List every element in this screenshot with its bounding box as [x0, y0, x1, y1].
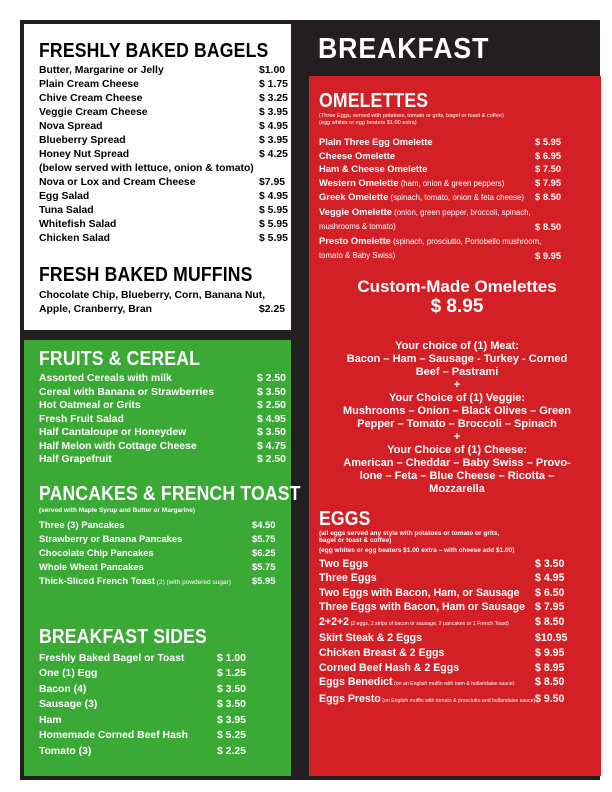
menu-item-name: Tomato (3): [39, 745, 92, 757]
menu-item: [319, 205, 595, 234]
omelettes-list: [319, 135, 595, 263]
choice-line: Pepper – Tomato – Broccoli – Spinach: [357, 417, 557, 430]
menu-item-price: $ 3.50: [257, 386, 286, 398]
menu-item-name: Half Melon with Cottage Cheese: [39, 440, 197, 452]
green-panel: [24, 340, 301, 776]
menu-item: [319, 600, 595, 615]
menu-item-price: $ 5.95: [259, 205, 288, 216]
menu-item-detail: (onion, green pepper, broccoli, spinach,: [391, 207, 531, 217]
menu-item-name: Veggie Cream Cheese: [39, 107, 148, 118]
menu-item-price: $5.75: [252, 560, 276, 572]
menu-item: [39, 532, 291, 546]
eggs-note: (all eggs served any style with potatoes or tomato or grits,: [319, 529, 500, 537]
menu-item-name: One (1) Egg: [39, 668, 98, 679]
menu-item-price: $5.95: [252, 574, 276, 586]
menu-item-name: Chocolate Chip Pancakes: [39, 546, 154, 558]
sides-title: BREAKFAST SIDES: [39, 625, 207, 648]
menu-item-price: $ 1.25: [217, 668, 246, 679]
menu-item: [319, 586, 595, 601]
menu-item-detail: (spinach, tomato, onion & feta cheese): [388, 193, 524, 202]
menu-item: [39, 453, 291, 467]
menu-item-name: Hot Oatmeal or Grits: [39, 400, 141, 411]
menu-item: [319, 615, 595, 632]
choice-line: +: [453, 430, 461, 443]
menu-item-detail: (2) (with powdered sugar): [155, 578, 231, 586]
menu-item: [39, 64, 291, 78]
menu-item: [319, 234, 595, 263]
menu-item: [319, 149, 595, 163]
choice-line: +: [453, 378, 461, 391]
bagels-list: [39, 64, 291, 246]
choice-line: Your choice of (1) Meat:: [395, 339, 519, 352]
bagels-panel: [24, 24, 291, 330]
choice-line: Bacon – Ham – Sausage - Turkey - Corned: [346, 352, 568, 365]
menu-item-name: Ham: [39, 714, 62, 726]
menu-item-name: Homemade Corned Beef Hash: [39, 730, 188, 741]
menu-item: [39, 413, 291, 427]
menu-item-price: $ 8.50: [535, 676, 565, 689]
menu-item-price: $ 2.50: [257, 454, 286, 465]
custom-omelettes-price: $ 8.95: [430, 295, 484, 317]
omelette-choices: [319, 340, 595, 496]
menu-item: [39, 92, 291, 106]
menu-item: [319, 675, 595, 692]
menu-item-price: $ 4.95: [257, 413, 286, 425]
menu-item-price: $7.95: [259, 177, 286, 188]
menu-item-price: $ 9.95: [535, 647, 565, 660]
muffins-price: $2.25: [259, 304, 286, 315]
menu-item: [319, 162, 595, 176]
menu-item: [39, 106, 291, 120]
omelettes-note: (egg whites or egg beaters $1.00 extra): [319, 120, 417, 126]
menu-item-price: $ 7.95: [535, 176, 562, 188]
menu-item-price: $ 9.50: [535, 692, 565, 705]
menu-item-price: $1.00: [259, 65, 286, 76]
menu-item-name: Three Eggs: [319, 572, 377, 585]
menu-item-name: Butter, Margarine or Jelly: [39, 65, 164, 76]
menu-item: [39, 426, 291, 440]
menu-item-price: $ 8.50: [535, 221, 562, 232]
menu-item-detail: tomato & Baby Swiss): [319, 251, 396, 260]
menu-item-detail: (on English muffin with tomato & prosciutto and hollandaise sauce): [380, 697, 536, 704]
menu-item: [319, 571, 595, 586]
menu-item-price: $ 8.50: [535, 615, 565, 628]
menu-item-price: $ 5.95: [259, 233, 288, 244]
page-title: BREAKFAST: [318, 33, 490, 65]
menu-item-name: Three (3) Pancakes: [39, 518, 125, 530]
menu-item-price: $ 4.95: [259, 121, 288, 132]
menu-item: [319, 631, 595, 646]
menu-item: [39, 697, 291, 713]
menu-item-price: $ 5.95: [259, 219, 288, 230]
menu-item-name: Greek Omelette: [319, 191, 389, 202]
menu-item-price: $ 3.50: [217, 683, 246, 695]
menu-item-name: Assorted Cereals with milk: [39, 373, 172, 384]
menu-item: [39, 574, 291, 590]
menu-item-name: Cereal with Banana or Strawberries: [39, 386, 214, 398]
menu-item: [39, 232, 291, 246]
fruits-title: FRUITS & CEREAL: [39, 348, 201, 370]
menu-item-name: Two Eggs with Bacon, Ham, or Sausage: [319, 586, 520, 599]
menu-item-name: Chive Cream Cheese: [39, 93, 143, 104]
menu-item-price: $ 3.95: [259, 135, 288, 146]
menu-item-price: $ 4.95: [535, 572, 565, 585]
menu-item-name: Sausage (3): [39, 699, 98, 710]
menu-item-name: Strawberry or Banana Pancakes: [39, 532, 183, 544]
menu-item-name: Ham & Cheese Omelette: [319, 163, 428, 174]
menu-item-price: $ 3.50: [217, 699, 246, 710]
menu-item: [39, 218, 291, 232]
menu-item: [39, 176, 291, 190]
menu-item: [39, 134, 291, 148]
red-panel: [309, 76, 601, 776]
choice-line: lone – Feta – Blue Cheese – Ricotta –: [359, 469, 555, 482]
menu-item-price: $4.50: [252, 518, 276, 530]
menu-item: [319, 646, 595, 661]
menu-item: [39, 204, 291, 218]
menu-item-name: Cheese Omelette: [319, 149, 396, 161]
menu-item: [39, 666, 291, 682]
menu-item: [39, 440, 291, 454]
omelettes-note: (Three Eggs, served with potatoes, tomato or grits, bagel or toast & coffee): [319, 113, 504, 119]
eggs-list: [319, 557, 595, 709]
menu-item-name: Whole Wheat Pancakes: [39, 560, 144, 572]
menu-item-name: Tuna Salad: [39, 205, 94, 216]
menu-item-price: $ 1.75: [259, 79, 288, 90]
muffins-line: Chocolate Chip, Blueberry, Corn, Banana Nut,: [39, 290, 266, 301]
menu-item-price: $ 6.50: [535, 586, 565, 599]
menu-item: [39, 651, 291, 667]
menu-item-name: Chicken Breast & 2 Eggs: [319, 647, 445, 660]
choice-line: American – Cheddar – Baby Swiss – Provo-: [343, 456, 571, 469]
menu-item-detail: (on an English muffin with ham & hollandaise sauce): [392, 681, 515, 688]
menu-item-price: $10.95: [535, 632, 568, 645]
menu-item-name: Skirt Steak & 2 Eggs: [319, 632, 423, 645]
menu-item-name: Fresh Fruit Salad: [39, 413, 124, 425]
menu-item: [39, 120, 291, 134]
menu-item-name: Half Grapefruit: [39, 454, 112, 465]
menu-item-price: $ 6.95: [535, 149, 562, 161]
menu-item-price: $ 4.95: [259, 191, 288, 202]
menu-item-detail: (2 eggs, 2 strips of bacon or sausage, 2 pancakes or 1 French Toast): [349, 620, 509, 627]
menu-item-price: $ 2.50: [257, 373, 286, 384]
bagels-title: FRESHLY BAKED BAGELS: [39, 40, 269, 62]
menu-item-name: Plain Cream Cheese: [39, 79, 139, 90]
menu-item-name: Three Eggs with Bacon, Ham or Sausage: [319, 601, 526, 614]
menu-item-price: $ 4.25: [259, 149, 288, 160]
menu-item: [39, 682, 291, 698]
menu-item: [39, 546, 291, 560]
menu-item-name: Nova or Lox and Cream Cheese: [39, 177, 196, 188]
menu-item-name: Western Omelette: [319, 176, 399, 188]
menu-item-name: Honey Nut Spread: [39, 149, 130, 160]
menu-item: [39, 713, 291, 729]
muffins-title: FRESH BAKED MUFFINS: [39, 264, 253, 286]
menu-item-price: $ 3.95: [217, 714, 246, 726]
menu-item-name: 2+2+2: [319, 615, 350, 628]
choice-line: Mozzarella: [429, 482, 485, 495]
menu-item: [39, 190, 291, 204]
menu-item-name: Veggie Omelette: [319, 205, 392, 217]
menu-item-detail: (ham, onion & green peppers): [398, 178, 505, 188]
menu-item-name: Nova Spread: [39, 121, 103, 132]
menu-item: [319, 135, 595, 149]
menu-item-price: $ 5.95: [535, 136, 562, 147]
menu-item-name: Blueberry Spread: [39, 135, 126, 146]
menu-item-price: $ 7.50: [535, 163, 562, 174]
menu-item-name: Freshly Baked Bagel or Toast: [39, 652, 185, 664]
menu-item-detail: mushrooms & tomato): [319, 222, 396, 231]
custom-omelettes-title: Custom-Made Omelettes: [357, 276, 557, 296]
menu-item-name: Plain Three Egg Omelette: [319, 136, 433, 147]
pancakes-list: [39, 518, 291, 590]
menu-item-price: $ 8.95: [535, 661, 565, 674]
pancakes-title: PANCAKES & FRENCH TOAST: [39, 482, 301, 505]
menu-item-name: Chicken Salad: [39, 233, 111, 244]
menu-item: [319, 692, 595, 709]
menu-item: [39, 560, 291, 574]
menu-item: [39, 386, 291, 400]
menu-item-name: Presto Omelette: [319, 234, 391, 246]
menu-item: [39, 148, 291, 162]
menu-item-detail: (spinach, prosciutto, Portobello mushroom,: [390, 236, 542, 246]
sides-list: [39, 651, 291, 760]
choice-line: Your Choice of (1) Cheese:: [387, 443, 527, 456]
menu-item: [39, 518, 291, 532]
menu-item-name: Bacon (4): [39, 683, 87, 695]
menu-item-price: $ 3.25: [259, 93, 288, 104]
menu-item-name: Half Cantaloupe or Honeydew: [39, 427, 187, 438]
menu-item-name: Thick-Sliced French Toast: [39, 574, 155, 586]
menu-item-name: Eggs Benedict: [319, 676, 393, 689]
menu-item-price: $ 4.75: [257, 440, 286, 452]
menu-item-price: $ 3.50: [535, 557, 565, 570]
menu-item-name: (below served with lettuce, onion & tomato): [39, 163, 254, 174]
menu-item-price: $ 9.95: [535, 250, 562, 261]
menu-item-price: $ 8.50: [535, 191, 562, 202]
menu-item-price: $ 7.95: [535, 601, 565, 614]
menu-item: [319, 557, 595, 572]
eggs-title: EGGS: [319, 507, 371, 530]
choice-line: Your Choice of (1) Veggie:: [388, 391, 526, 404]
eggs-note: (egg whites or egg beaters $1.00 extra – with cheese add $1.00): [319, 546, 515, 554]
menu-item-price: $ 1.00: [217, 652, 246, 664]
menu-item: [39, 372, 291, 386]
menu-item: [39, 78, 291, 92]
menu-item-name: Whitefish Salad: [39, 219, 117, 230]
menu-item-price: $5.75: [252, 532, 276, 544]
pancakes-note: (served with Maple Syrup and Butter or Margarine): [39, 506, 196, 514]
menu-item: [319, 190, 595, 205]
menu-item-name: Egg Salad: [39, 191, 90, 202]
menu-item: [39, 744, 291, 760]
menu-item-price: $ 2.50: [257, 400, 286, 411]
menu-item-price: $ 3.95: [259, 107, 288, 118]
eggs-note: bagel or toast & coffee): [319, 536, 392, 544]
menu-item-price: $6.25: [252, 546, 276, 558]
choice-line: Mushrooms – Onion – Black Olives – Green: [342, 404, 572, 417]
fruits-list: [39, 372, 291, 467]
menu-item: [39, 162, 291, 176]
menu-item-name: Two Eggs: [319, 557, 369, 570]
menu-item: [39, 399, 291, 413]
menu-item: [319, 176, 595, 191]
menu-item-price: $ 2.25: [217, 745, 246, 757]
menu-item: [319, 661, 595, 676]
choice-line: Beef – Pastrami: [415, 365, 499, 378]
menu-item: [39, 728, 291, 744]
omelettes-title: OMELETTES: [319, 90, 429, 112]
menu-item-price: $ 5.25: [217, 730, 246, 741]
muffins-line: Apple, Cranberry, Bran $2.25: [39, 304, 286, 315]
menu-item-name: Eggs Presto: [319, 692, 381, 705]
menu-item-name: Corned Beef Hash & 2 Eggs: [319, 661, 460, 674]
menu-item-price: $ 3.50: [257, 427, 286, 438]
